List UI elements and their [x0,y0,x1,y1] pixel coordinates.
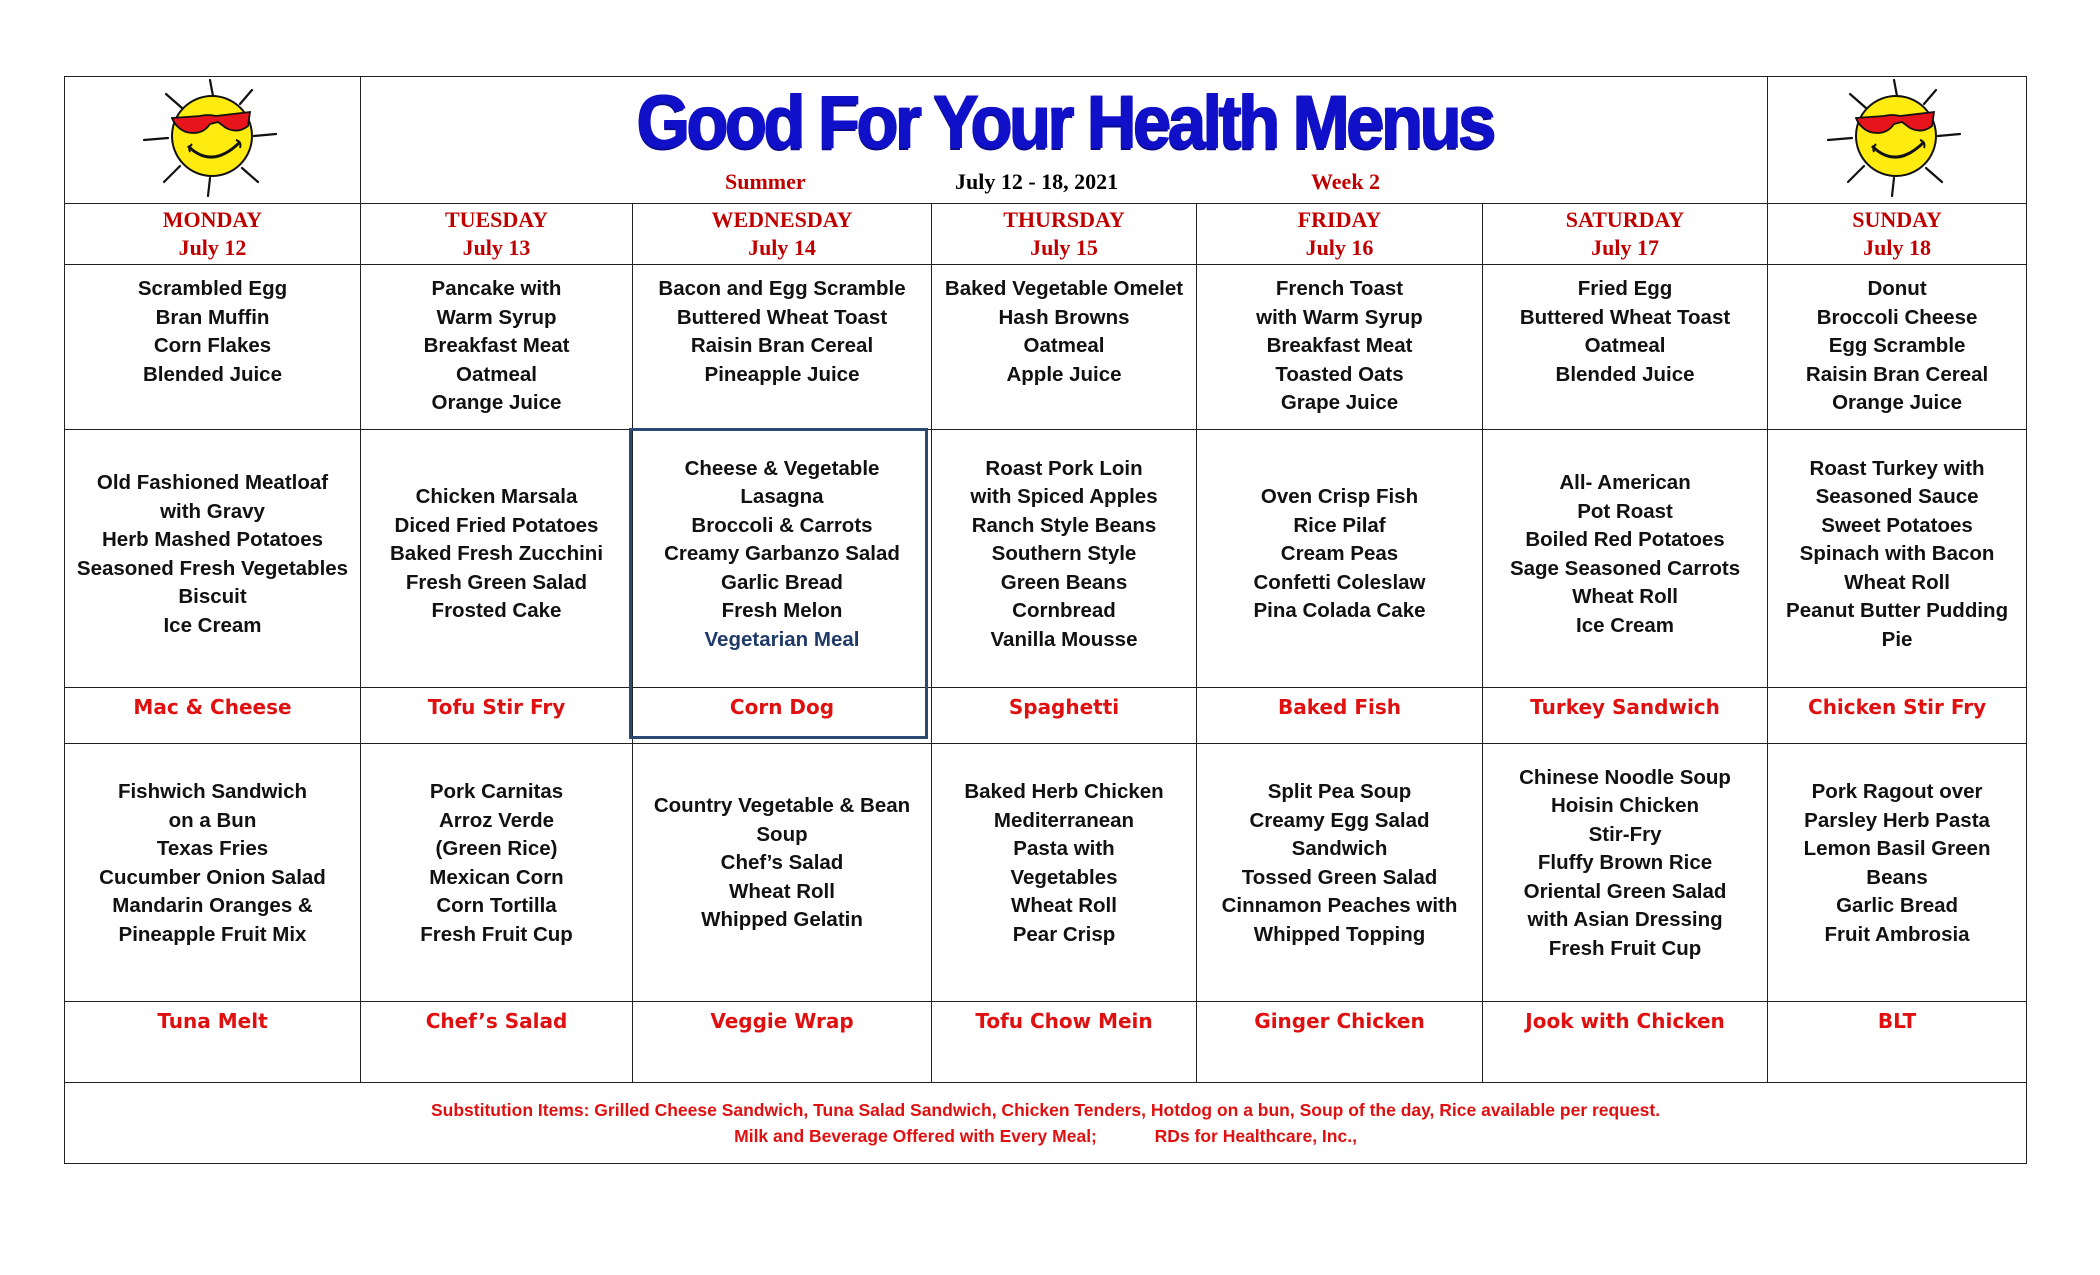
smiling-sun-icon [1822,78,1972,198]
menu-item: Tossed Green Salad [1241,865,1438,889]
menu-item: Blended Juice [143,362,282,386]
menu-item: Toasted Oats [1275,362,1404,386]
menu-item: Broccoli Cheese [1816,305,1978,329]
menu-item: Ice Cream [1576,613,1675,637]
menu-item: Mexican Corn [429,865,564,889]
menu-item: Rice Pilaf [1293,513,1386,537]
menu-item: Pork Carnitas [429,780,564,803]
menu-item: Chef’s Salad [720,851,844,875]
menu-item: Pineapple Fruit Mix [118,922,307,946]
menu-item: Cream Peas [1280,542,1399,566]
menu-item: Lemon Basil Green [1803,837,1991,860]
menu-item: Blended Juice [1555,362,1695,386]
menu-item: Southern Style [991,542,1137,566]
lunch-alternate-cell [65,688,361,744]
dinner-alternate-cell [1768,1002,2027,1083]
menu-item: Fresh Fruit Cup [1548,936,1702,960]
menu-item: Fresh Fruit Cup [420,922,573,946]
day-name: MONDAY [162,207,263,232]
menu-item: Parsley Herb Pasta [1804,808,1990,832]
menu-item: Garlic Bread [1836,894,1959,917]
season-label: Summer [725,169,806,194]
day-name: SUNDAY [1852,207,1942,232]
dinner-alternate: Veggie Wrap [710,1009,854,1033]
day-date: July 14 [748,235,816,260]
menu-item: Ice Cream [163,613,262,637]
lunch-cell [1483,430,1768,688]
menu-item: Hoisin Chicken [1550,794,1700,818]
menu-item: Wheat Roll [1844,570,1951,594]
menu-item: Oatmeal [1584,334,1666,357]
breakfast-cell [1768,265,2027,430]
menu-item: Baked Fresh Zucchini [389,542,604,566]
menu-item: Pancake with [431,277,562,300]
menu-item: Seasoned Fresh Vegetables [76,556,349,580]
dinner-alternate: Tuna Melt [157,1009,268,1033]
menu-item: Chinese Noodle Soup [1519,765,1731,789]
menu-item: Pie [1881,627,1913,651]
dinner-alternate: Ginger Chicken [1254,1009,1425,1033]
title-cell [361,77,1768,204]
day-name: THURSDAY [1003,207,1125,232]
dinner-alternate-cell [633,1002,932,1083]
menu-item: (Green Rice) [435,837,558,860]
menu-item: Roast Turkey with [1809,456,1985,480]
lunch-alternate-cell [932,688,1197,744]
menu-item: French Toast [1275,277,1404,300]
day-header-thursday [932,204,1197,265]
footer-notes [65,1123,2026,1149]
menu-item: with Gravy [160,499,265,523]
menu-item: Fried Egg [1577,277,1673,300]
menu-item: Corn Flakes [153,334,272,357]
menu-item: with Spiced Apples [970,485,1158,509]
sun-logo-left-cell [65,77,361,204]
menu-item: Creamy Egg Salad [1249,808,1430,832]
menu-item: Peanut Butter Pudding [1786,599,2009,623]
menu-item: Pasta with [1013,837,1115,860]
menu-item: Sandwich [1291,837,1388,860]
lunch-alternate: Baked Fish [1277,695,1401,719]
menu-item: Creamy Garbanzo Salad [664,542,900,566]
menu-item: Roast Pork Loin [985,456,1143,480]
menu-item: Fruit Ambrosia [1824,922,1970,946]
day-header-wednesday [633,204,932,265]
menu-item: Frosted Cake [431,599,562,623]
menu-item: Chicken Marsala [415,485,578,509]
menu-item: Stir-Fry [1588,822,1662,846]
lunch-alternate: Spaghetti [1008,695,1120,719]
day-header-monday [65,204,361,265]
menu-item: Buttered Wheat Toast [676,305,888,329]
menu-item: Texas Fries [156,837,269,860]
menu-item: All- American [1559,471,1691,494]
week-label: Week 2 [1311,169,1381,194]
menu-item: Breakfast Meat [1266,334,1413,357]
menu-item: Soup [756,822,808,846]
lunch-alternate-cell [1197,688,1483,744]
menu-item: Hash Browns [998,305,1130,329]
lunch-cell [65,430,361,688]
menu-item: Oatmeal [1023,334,1105,357]
lunch-alternate-cell [361,688,633,744]
lunch-alternate: Turkey Sandwich [1530,695,1720,719]
menu-item: Pear Crisp [1012,922,1116,946]
dinner-alternate-cell [932,1002,1197,1083]
menu-item: Split Pea Soup [1267,780,1412,803]
menu-item: Mandarin Oranges & [112,894,313,917]
lunch-alternate: Corn Dog [729,695,835,719]
dinner-cell [1768,744,2027,1002]
menu-item: Whipped Gelatin [701,908,863,932]
dinner-alternate-cell [1197,1002,1483,1083]
lunch-alternate-cell [633,688,932,744]
menu-item: Oriental Green Salad [1523,879,1727,903]
breakfast-cell [65,265,361,430]
breakfast-cell [932,265,1197,430]
dinner-cell [932,744,1197,1002]
menu-item: Fishwich Sandwich [117,780,308,803]
menu-item: Corn Tortilla [436,894,557,917]
dinner-alternate: Jook with Chicken [1525,1009,1725,1033]
lunch-cell [361,430,633,688]
day-name: SATURDAY [1565,207,1685,232]
menu-item: Breakfast Meat [423,334,570,357]
menu-item: Broccoli & Carrots [691,513,873,537]
breakfast-cell [1483,265,1768,430]
dinner-alternate: Chef’s Salad [425,1009,568,1033]
substitution-items: Substitution Items: Grilled Cheese Sandwich, Tuna Salad Sandwich, Chicken Tenders, Hotdog on a bun, Soup of the day, Rice available per request. [430,1100,1661,1120]
breakfast-cell [361,265,633,430]
lunch-cell [932,430,1197,688]
menu-item: Oatmeal [456,362,537,386]
dinner-cell [65,744,361,1002]
beverage-note: Milk and Beverage Offered with Every Meal; [734,1126,1097,1146]
menu-item: Oven Crisp Fish [1260,485,1419,509]
menu-item: Ranch Style Beans [971,513,1157,537]
smiling-sun-icon [138,78,288,198]
menu-item: Whipped Topping [1253,922,1426,946]
menu-item: Garlic Bread [721,570,843,594]
menu-item: Beans [1866,865,1928,889]
company-credit: RDs for Healthcare, Inc., [1154,1126,1357,1146]
day-date: July 13 [462,235,531,260]
dinner-alternate-cell [1483,1002,1768,1083]
day-date: July 15 [1030,235,1098,260]
menu-item: Mediterranean [993,808,1135,832]
menu-item: Vanilla Mousse [990,627,1138,651]
dinner-cell [1197,744,1483,1002]
day-header-friday [1197,204,1483,265]
menu-item: Country Vegetable & Bean [653,794,911,818]
lunch-cell [1768,430,2027,688]
day-header-sunday [1768,204,2027,265]
day-date: July 16 [1305,235,1374,260]
vegetarian-meal-label: Vegetarian Meal [704,627,860,651]
day-name: TUESDAY [444,207,549,232]
menu-item: Fluffy Brown Rice [1537,851,1713,875]
lunch-alternate-cell [1483,688,1768,744]
day-name: FRIDAY [1297,207,1382,232]
menu-item: Wheat Roll [1572,585,1678,608]
menu-item: Pork Ragout over [1811,780,1983,803]
menu-item: Lasagna [740,485,824,509]
menu-item: with Warm Syrup [1256,305,1423,329]
menu-title: Good For Your Health Menus [635,79,1493,165]
menu-item: Donut [1867,277,1927,300]
dinner-cell [633,744,932,1002]
dinner-cell [1483,744,1768,1002]
dinner-alternate-cell [361,1002,633,1083]
menu-item: Sage Seasoned Carrots [1509,556,1741,580]
menu-item: Cornbread [1012,599,1116,623]
day-name: WEDNESDAY [711,207,853,232]
dinner-cell [361,744,633,1002]
day-date: July 12 [178,235,247,260]
menu-item: Pina Colada Cake [1253,599,1426,623]
dinner-alternate: BLT [1877,1009,1917,1033]
menu-item: Old Fashioned Meatloaf [96,471,329,494]
day-header-saturday [1483,204,1768,265]
menu-item: Buttered Wheat Toast [1519,305,1731,329]
menu-item: Baked Herb Chicken [964,780,1164,803]
menu-item: Biscuit [178,585,247,608]
menu-item: Cheese & Vegetable [684,456,880,480]
day-date: July 17 [1591,235,1659,260]
menu-item: Cinnamon Peaches with [1221,894,1458,917]
menu-item: Wheat Roll [729,879,835,903]
menu-item: Green Beans [1000,570,1128,594]
dinner-alternate: Tofu Chow Mein [975,1009,1153,1033]
menu-item: Confetti Coleslaw [1253,570,1426,594]
menu-calendar-table [64,76,2027,1164]
breakfast-cell [1197,265,1483,430]
menu-item: Boiled Red Potatoes [1525,528,1725,551]
breakfast-cell [633,265,932,430]
footer-cell [65,1083,2027,1164]
menu-item: Vegetables [1010,865,1118,889]
menu-item: Sweet Potatoes [1821,513,1973,537]
menu-item: Bran Muffin [155,305,270,329]
dinner-alternate-cell [65,1002,361,1083]
menu-item: Grape Juice [1280,391,1399,414]
menu-item: Baked Vegetable Omelet [944,277,1184,300]
menu-item: with Asian Dressing [1527,908,1723,932]
menu-item: Diced Fried Potatoes [394,513,599,537]
lunch-cell [633,430,932,688]
lunch-alternate: Chicken Stir Fry [1808,695,1987,719]
menu-item: Pot Roast [1577,499,1673,523]
day-header-tuesday [361,204,633,265]
menu-item: Wheat Roll [1011,894,1117,917]
menu-item: Egg Scramble [1828,334,1966,357]
menu-item: Warm Syrup [436,305,557,329]
menu-item: Cucumber Onion Salad [99,865,326,889]
lunch-alternate-cell [1768,688,2027,744]
menu-item: Orange Juice [1832,391,1962,414]
lunch-cell [1197,430,1483,688]
menu-item: Raisin Bran Cereal [690,334,874,357]
menu-item: Bacon and Egg Scramble [658,277,906,300]
menu-item: Orange Juice [431,391,562,414]
date-range: July 12 - 18, 2021 [955,169,1119,194]
menu-item: Herb Mashed Potatoes [102,528,323,551]
lunch-alternate: Mac & Cheese [133,695,292,719]
menu-item: Fresh Melon [721,599,843,623]
day-date: July 18 [1863,235,1931,260]
menu-item: Seasoned Sauce [1815,485,1979,509]
menu-item: Arroz Verde [438,808,555,832]
menu-item: Scrambled Egg [137,277,288,300]
sun-logo-right-cell [1768,77,2027,204]
menu-item: Pineapple Juice [704,362,860,386]
menu-item: Spinach with Bacon [1799,542,1995,566]
menu-item: Fresh Green Salad [405,570,588,594]
lunch-alternate: Tofu Stir Fry [427,695,566,719]
menu-item: Apple Juice [1006,362,1122,386]
menu-item: Raisin Bran Cereal [1805,362,1989,386]
menu-item: on a Bun [168,808,257,832]
